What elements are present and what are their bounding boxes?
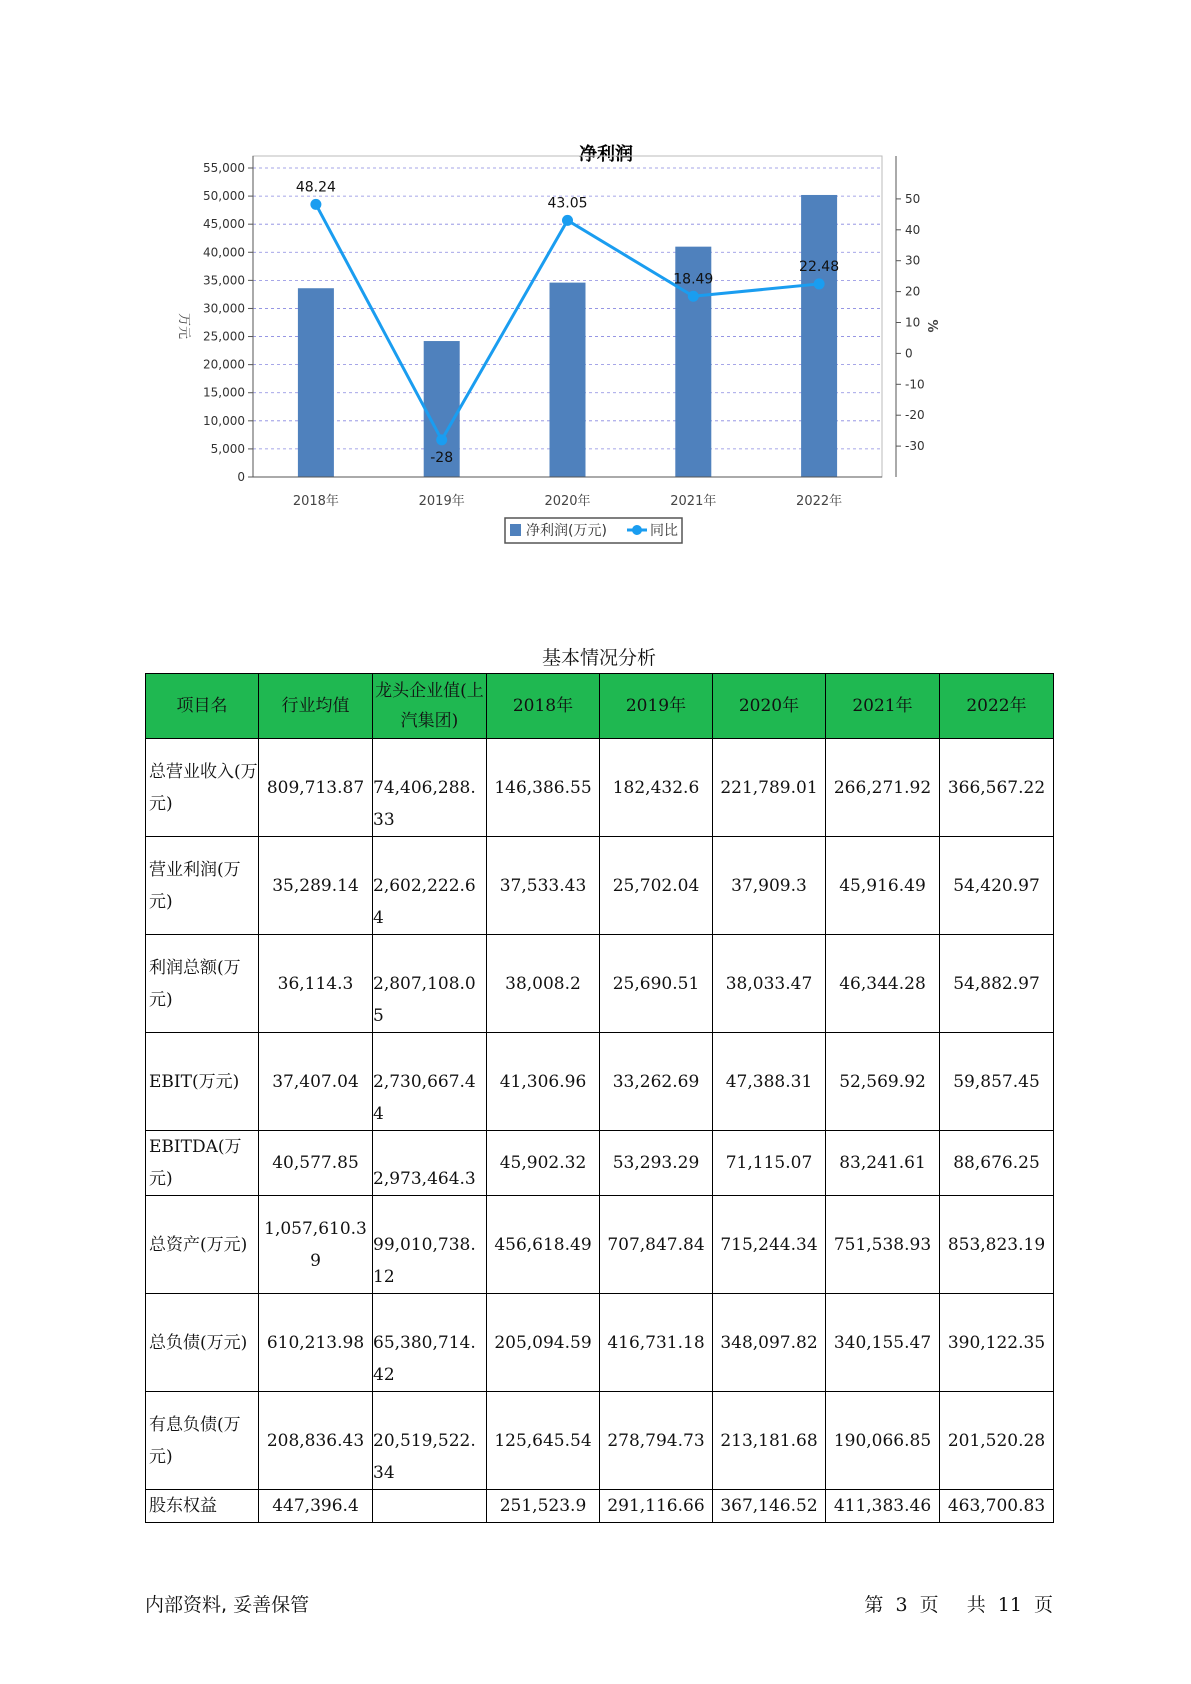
y-left-tick-label: 25,000 [203,329,245,344]
y-left-tick-label: 35,000 [203,273,245,288]
cell-2019: 33,262.69 [600,1033,713,1131]
x-tick-label: 2022年 [796,494,843,509]
legend-line-marker [632,525,642,535]
cell-2021: 52,569.92 [826,1033,940,1131]
cell-item-name: 总资产(万元) [146,1196,259,1294]
cell-item-name: EBITDA(万元) [146,1131,259,1196]
y-left-tick-label: 5,000 [210,441,245,456]
cell-2020: 221,789.01 [713,739,826,837]
y-right-tick-label: 10 [905,315,921,330]
cell-2021: 45,916.49 [826,837,940,935]
cell-2020: 213,181.68 [713,1392,826,1490]
x-tick-label: 2020年 [544,494,591,509]
y-right-tick-label: -20 [905,408,925,423]
y-left-tick-label: 40,000 [203,245,245,260]
cell-2018: 41,306.96 [487,1033,600,1131]
table-row [146,1131,1054,1196]
page-prefix: 第 [864,1594,884,1616]
cell-leader: 99,010,738.12 [373,1196,487,1294]
basic-analysis-table [145,673,1054,1523]
cell-2022: 201,520.28 [940,1392,1054,1490]
legend-line-label: 同比 [650,523,678,539]
cell-item-name: 利润总额(万元) [146,935,259,1033]
bar [550,283,586,477]
cell-2019: 25,702.04 [600,837,713,935]
cell-2020: 47,388.31 [713,1033,826,1131]
cell-2020: 367,146.52 [713,1490,826,1523]
total-unit: 页 [1033,1594,1053,1616]
table-row [146,935,1054,1033]
cell-leader: 20,519,522.34 [373,1392,487,1490]
cell-leader: 2,807,108.05 [373,935,487,1033]
chart-legend [505,518,682,543]
data-label: 18.49 [673,271,714,288]
cell-2021: 266,271.92 [826,739,940,837]
line-point [814,278,825,289]
cell-2019: 182,432.6 [600,739,713,837]
table-row [146,1392,1054,1490]
page-unit: 页 [919,1594,939,1616]
cell-industry-avg: 610,213.98 [259,1294,373,1392]
total-prefix: 共 [966,1594,986,1616]
cell-2022: 463,700.83 [940,1490,1054,1523]
cell-2018: 37,533.43 [487,837,600,935]
cell-item-name: 总负债(万元) [146,1294,259,1392]
table-row [146,1294,1054,1392]
table-row [146,1490,1054,1523]
line-point [562,215,573,226]
cell-2022: 54,882.97 [940,935,1054,1033]
cell-industry-avg: 36,114.3 [259,935,373,1033]
cell-2018: 125,645.54 [487,1392,600,1490]
cell-2022: 88,676.25 [940,1131,1054,1196]
cell-leader: 74,406,288.33 [373,739,487,837]
y-left-tick-label: 50,000 [203,189,245,204]
cell-industry-avg: 208,836.43 [259,1392,373,1490]
y-left-tick-label: 20,000 [203,357,245,372]
y-right-tick-label: -30 [905,439,925,454]
cell-2021: 340,155.47 [826,1294,940,1392]
x-tick-label: 2018年 [292,494,339,509]
cell-2019: 416,731.18 [600,1294,713,1392]
table-row [146,1033,1054,1131]
cell-2020: 37,909.3 [713,837,826,935]
page-indicator [864,1590,1053,1617]
table-row [146,739,1054,837]
y-right-tick-label: 0 [905,346,913,361]
data-label: 43.05 [547,195,588,212]
cell-2021: 190,066.85 [826,1392,940,1490]
y-axis-right-label: % [924,319,939,333]
header-2018: 2018年 [487,674,600,739]
line-point [436,434,447,445]
cell-2019: 53,293.29 [600,1131,713,1196]
cell-2020: 715,244.34 [713,1196,826,1294]
data-label: -28 [430,449,454,466]
cell-leader: 2,602,222.64 [373,837,487,935]
page-total: 11 [997,1594,1022,1616]
cell-item-name: EBIT(万元) [146,1033,259,1131]
legend-bar-swatch [510,524,521,536]
cell-2019: 278,794.73 [600,1392,713,1490]
y-left-tick-label: 15,000 [203,385,245,400]
cell-2021: 46,344.28 [826,935,940,1033]
cell-item-name: 股东权益 [146,1490,259,1523]
chart-title: 净利润 [579,144,633,165]
y-axis-left-label: 万元 [176,312,191,340]
data-label: 48.24 [295,179,336,196]
cell-leader [373,1490,487,1523]
y-right-tick-label: -10 [905,377,925,392]
cell-2022: 59,857.45 [940,1033,1054,1131]
y-left-tick-label: 55,000 [203,161,245,175]
table-caption: 基本情况分析 [541,647,656,669]
header-2021: 2021年 [826,674,940,739]
data-label: 22.48 [799,258,840,275]
table-header-row [146,674,1054,739]
cell-2018: 146,386.55 [487,739,600,837]
bar-series [298,195,840,477]
cell-industry-avg: 37,407.04 [259,1033,373,1131]
table-row [146,837,1054,935]
table-row [146,1196,1054,1294]
confidential-note: 内部资料, 妥善保管 [145,1594,310,1616]
cell-2019: 707,847.84 [600,1196,713,1294]
cell-2021: 83,241.61 [826,1131,940,1196]
cell-2021: 411,383.46 [826,1490,940,1523]
y-right-tick-label: 50 [905,191,921,206]
header-leader: 龙头企业值(上汽集团) [373,674,487,739]
page-current: 3 [895,1594,908,1616]
header-item-name: 项目名 [146,674,259,739]
cell-item-name: 营业利润(万元) [146,837,259,935]
net-profit-chart [160,130,1040,600]
cell-industry-avg: 35,289.14 [259,837,373,935]
cell-2022: 853,823.19 [940,1196,1054,1294]
x-tick-label: 2019年 [418,494,465,509]
header-industry-avg: 行业均值 [259,674,373,739]
cell-2019: 291,116.66 [600,1490,713,1523]
cell-leader: 2,730,667.44 [373,1033,487,1131]
cell-2018: 251,523.9 [487,1490,600,1523]
y-right-tick-label: 40 [905,222,921,237]
cell-leader: 2,973,464.3 [373,1131,487,1196]
cell-industry-avg: 40,577.85 [259,1131,373,1196]
cell-industry-avg: 809,713.87 [259,739,373,837]
legend-bar-label: 净利润(万元) [526,523,607,539]
y-left-tick-label: 45,000 [203,217,245,232]
header-2022: 2022年 [940,674,1054,739]
cell-2018: 205,094.59 [487,1294,600,1392]
cell-industry-avg: 1,057,610.39 [259,1196,373,1294]
cell-2020: 348,097.82 [713,1294,826,1392]
cell-2022: 366,567.22 [940,739,1054,837]
cell-industry-avg: 447,396.4 [259,1490,373,1523]
cell-2021: 751,538.93 [826,1196,940,1294]
line-point [310,199,321,210]
cell-leader: 65,380,714.42 [373,1294,487,1392]
y-right-tick-label: 30 [905,253,921,268]
cell-2020: 71,115.07 [713,1131,826,1196]
cell-2018: 45,902.32 [487,1131,600,1196]
bar [298,288,334,477]
y-left-tick-label: 0 [237,470,245,484]
header-2019: 2019年 [600,674,713,739]
x-tick-label: 2021年 [670,494,717,509]
cell-2022: 390,122.35 [940,1294,1054,1392]
cell-item-name: 总营业收入(万元) [146,739,259,837]
cell-2018: 38,008.2 [487,935,600,1033]
cell-2022: 54,420.97 [940,837,1054,935]
y-right-tick-label: 20 [905,284,921,299]
cell-item-name: 有息负债(万元) [146,1392,259,1490]
bar [799,195,840,477]
cell-2020: 38,033.47 [713,935,826,1033]
header-2020: 2020年 [713,674,826,739]
cell-2018: 456,618.49 [487,1196,600,1294]
y-left-tick-label: 30,000 [203,301,245,316]
line-point [688,291,699,302]
y-left-tick-label: 10,000 [203,413,245,428]
cell-2019: 25,690.51 [600,935,713,1033]
